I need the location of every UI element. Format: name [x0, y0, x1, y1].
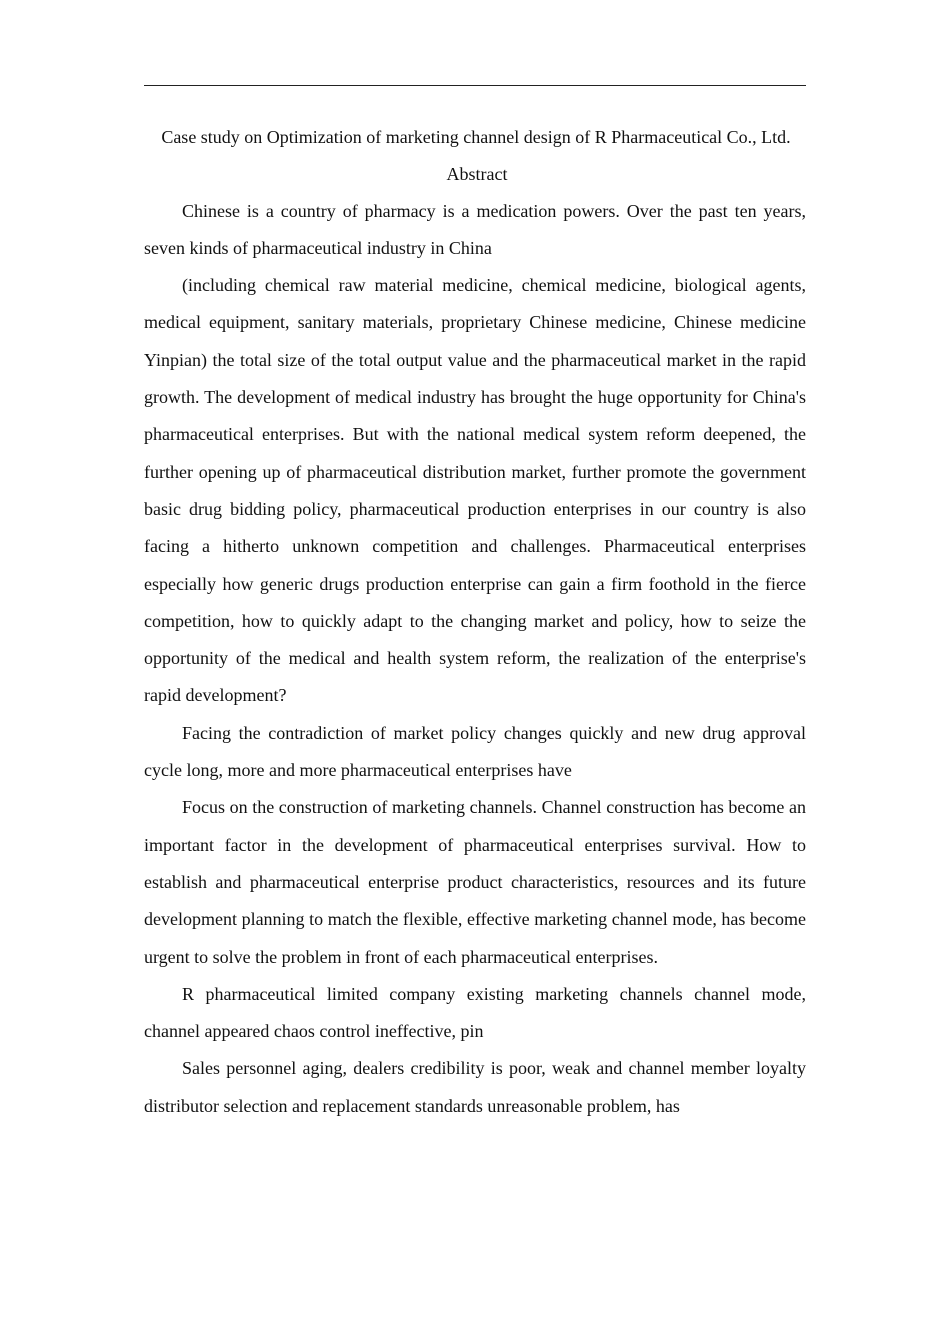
abstract-paragraph-5: R pharmaceutical limited company existing marketing channels channel mode, channel appeared chaos control ineffective, pin [144, 983, 806, 1042]
abstract-paragraph-1: Chinese is a country of pharmacy is a medication powers. Over the past ten years, seven kinds of pharmaceutical industry in China [144, 200, 806, 258]
abstract-paragraph-6: Sales personnel aging, dealers credibility is poor, weak and channel member loyalty distributor selection and replacement standards unreasonable problem, has [144, 1058, 806, 1116]
abstract-paragraph-2: (including chemical raw material medicine, chemical medicine, biological agents, medical equipment, sanitary materials, proprietary Chinese medicine, Chinese medicine Yinpian) the total size of the total output value and the pharmaceutical market in the rapid growth. The development of medical industry has brought the huge opportunity for China's pharmaceutical enterprises. But with the national medical system reform deepened, the further opening up of pharmaceutical distribution market, further promote the government basic drug bidding policy, pharmaceutical production enterprises in our country is also facing a hitherto unknown competition and challenges. Pharmaceutical enterprises especially how generic drugs production enterprise can gain a firm foothold in the fierce competition, how to quickly adapt to the changing market and policy, how to seize the opportunity of the medical and health system reform, the realization of the enterprise's rapid development? [144, 275, 806, 706]
abstract-paragraph-4: Focus on the construction of marketing channels. Channel construction has become an important factor in the development of pharmaceutical enterprises survival. How to establish and pharmaceutical enterprise product characteristics, resources and its future development planning to match the flexible, effective marketing channel mode, has become urgent to solve the problem in front of each pharmaceutical enterprises. [144, 797, 806, 967]
document-body [144, 119, 806, 1125]
abstract-heading: Abstract [446, 164, 508, 185]
document-title: Case study on Optimization of marketing channel design of R Pharmaceutical Co., Ltd. [161, 127, 791, 147]
abstract-paragraph-3: Facing the contradiction of market policy changes quickly and new drug approval cycle long, more and more pharmaceutical enterprises have [144, 722, 806, 781]
header-rule [144, 85, 806, 86]
